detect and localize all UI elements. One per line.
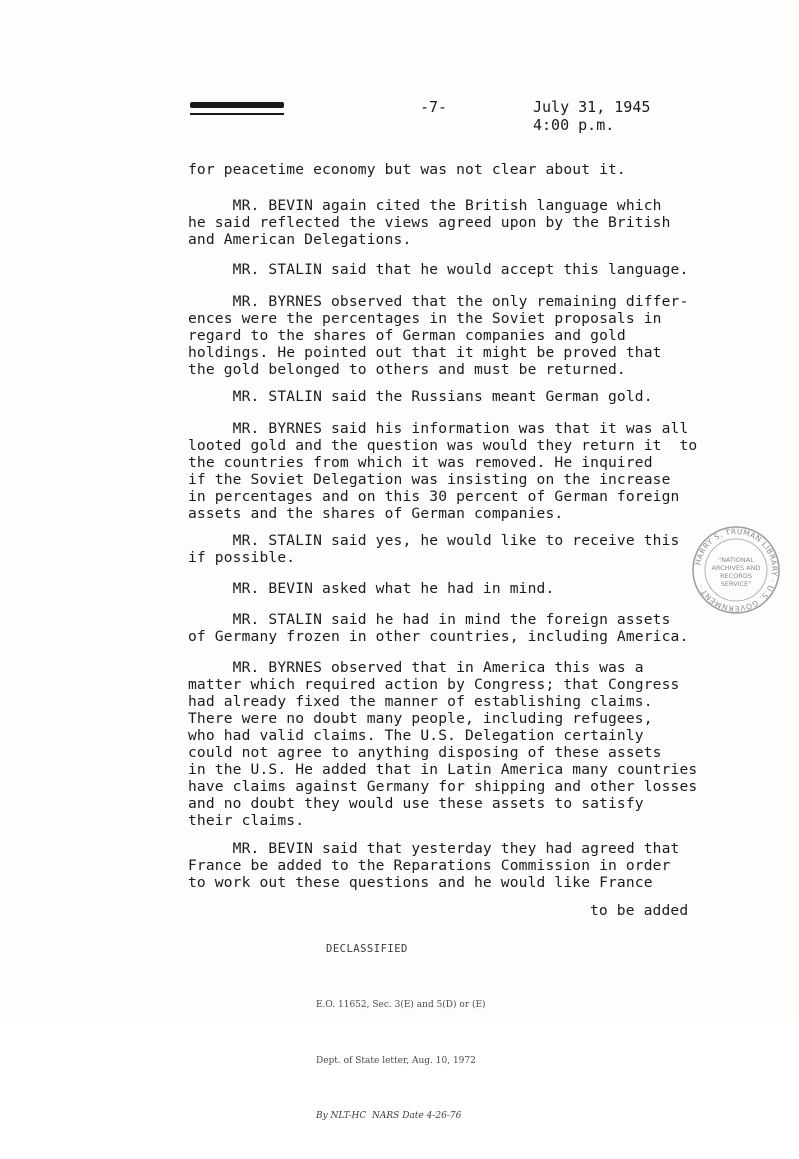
body-line: ences were the percentages in the Soviet proposals in	[188, 310, 662, 327]
catchword: to be added	[590, 902, 689, 919]
body-line: he said reflected the views agreed upon by the British	[188, 214, 671, 231]
body-line: MR. BEVIN asked what he had in mind.	[188, 580, 555, 597]
declassification-letter: Dept. of State letter, Aug. 10, 1972	[316, 1056, 476, 1066]
redaction-strike	[190, 102, 284, 108]
redaction-underline	[190, 113, 284, 115]
body-line: looted gold and the question was would they return it to	[188, 437, 698, 454]
body-line: if the Soviet Delegation was insisting on the increase	[188, 471, 671, 488]
body-line: could not agree to anything disposing of these assets	[188, 744, 662, 761]
body-line: regard to the shares of German companies and gold	[188, 327, 626, 344]
redacted-classification-marking	[190, 96, 284, 116]
svg-text:HARRY S. TRUMAN LIBRARY · U.S.: HARRY S. TRUMAN LIBRARY · U.S. GOVERNMENT ·	[693, 526, 780, 614]
body-line: France be added to the Reparations Commission in order	[188, 857, 671, 874]
declassified-heading: DECLASSIFIED	[326, 943, 408, 955]
body-line: matter which required action by Congress; that Congress	[188, 676, 680, 693]
meeting-date: July 31, 1945	[533, 98, 651, 116]
body-line: and no doubt they would use these assets to satisfy	[188, 795, 644, 812]
body-line: MR. STALIN said that he would accept this language.	[188, 261, 689, 278]
svg-text:"NATIONAL: "NATIONAL	[718, 556, 754, 564]
body-line: of Germany frozen in other countries, including America.	[188, 628, 689, 645]
body-line: to work out these questions and he would like France	[188, 874, 653, 891]
svg-text:SERVICE": SERVICE"	[720, 580, 752, 588]
svg-text:ARCHIVES AND: ARCHIVES AND	[711, 564, 761, 572]
body-line: their claims.	[188, 812, 305, 829]
body-line: in the U.S. He added that in Latin America many countries	[188, 761, 698, 778]
declassification-stamp	[316, 905, 486, 1159]
body-line: MR. STALIN said yes, he would like to receive this	[188, 532, 680, 549]
page-number: -7-	[420, 98, 448, 116]
body-line: MR. BYRNES observed that the only remaining differ-	[188, 293, 689, 310]
body-line: MR. STALIN said he had in mind the foreign assets	[188, 611, 671, 628]
body-line: MR. BYRNES said his information was that it was all	[188, 420, 689, 437]
body-line: in percentages and on this 30 percent of German foreign	[188, 488, 680, 505]
body-line: had already fixed the manner of establishing claims.	[188, 693, 653, 710]
meeting-time: 4:00 p.m.	[533, 116, 615, 134]
archives-seal-icon	[690, 524, 782, 616]
body-line: the gold belonged to others and must be returned.	[188, 361, 626, 378]
body-line: who had valid claims. The U.S. Delegation certainly	[188, 727, 644, 744]
svg-text:RECORDS: RECORDS	[720, 572, 752, 580]
body-line: MR. BYRNES observed that in America this was a	[188, 659, 644, 676]
body-line: MR. STALIN said the Russians meant German gold.	[188, 388, 653, 405]
body-line: and American Delegations.	[188, 231, 412, 248]
body-line: MR. BEVIN again cited the British language which	[188, 197, 662, 214]
declassification-signoff: By NLT-HC NARS Date 4-26-76	[316, 1111, 462, 1121]
body-line: the countries from which it was removed. He inquired	[188, 454, 653, 471]
body-line: There were no doubt many people, including refugees,	[188, 710, 653, 727]
national-archives-seal	[690, 524, 782, 616]
body-line: holdings. He pointed out that it might be proved that	[188, 344, 662, 361]
body-line: have claims against Germany for shipping and other losses	[188, 778, 698, 795]
body-line: for peacetime economy but was not clear about it.	[188, 161, 626, 178]
body-line: if possible.	[188, 549, 296, 566]
declassification-authority: E.O. 11652, Sec. 3(E) and 5(D) or (E)	[316, 1000, 486, 1010]
body-line: assets and the shares of German companies.	[188, 505, 564, 522]
body-line: MR. BEVIN said that yesterday they had agreed that	[188, 840, 680, 857]
